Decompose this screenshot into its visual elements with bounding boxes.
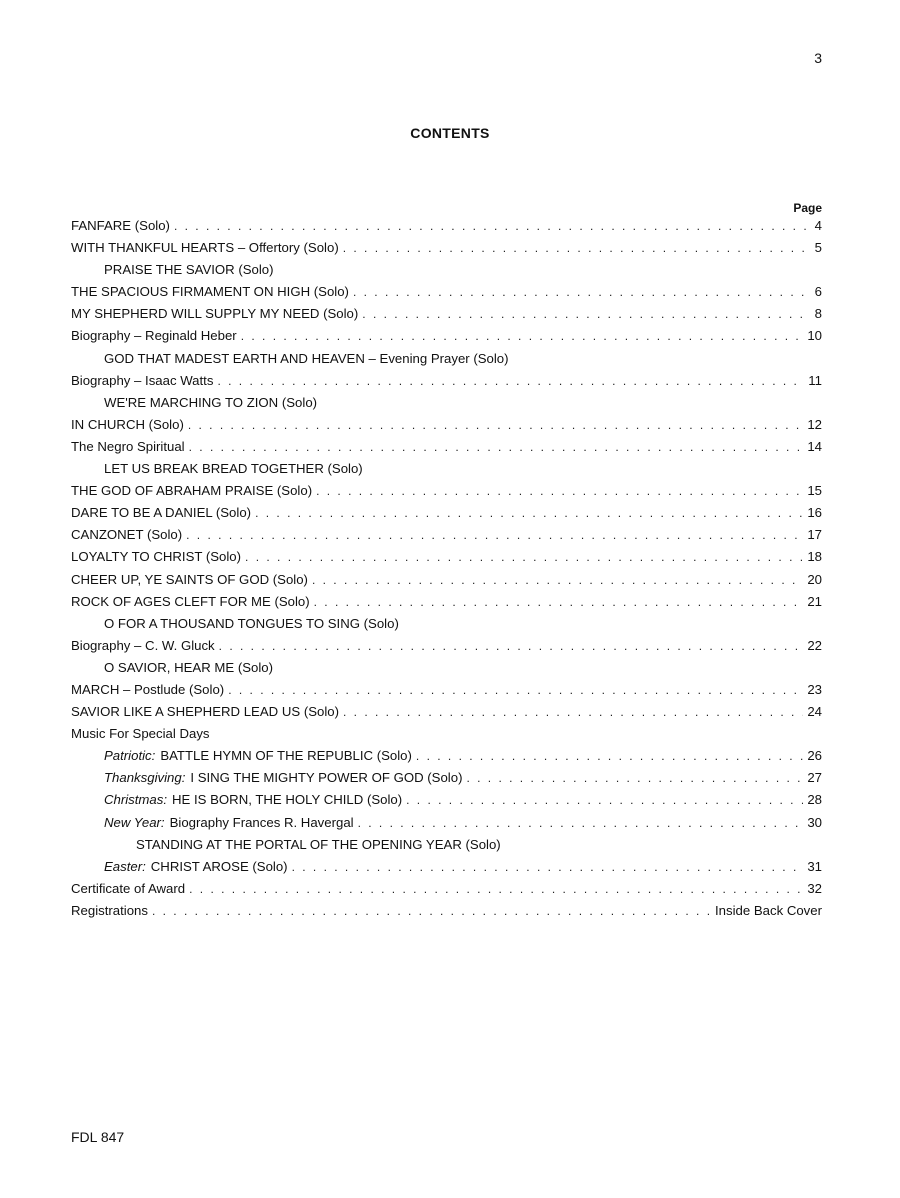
dot-leader [312, 573, 803, 587]
toc-entry [71, 748, 822, 770]
toc-entry [71, 704, 822, 726]
toc-entry-page: 16 [807, 505, 822, 521]
toc-entry [71, 616, 822, 638]
toc-entry [71, 792, 822, 814]
toc-entry [71, 837, 822, 859]
toc-entry-label: Biography Frances R. Havergal [169, 814, 354, 830]
dot-leader [343, 705, 803, 719]
toc-entry-page: 5 [814, 240, 822, 256]
toc-entry-page: 31 [807, 858, 822, 874]
toc-entry-title [104, 815, 354, 830]
toc-entry-title [104, 395, 317, 410]
toc-entry [71, 660, 822, 682]
toc-entry-title [71, 594, 310, 609]
toc-entry-label: MY SHEPHERD WILL SUPPLY MY NEED (Solo) [71, 306, 359, 322]
toc-entry-page: 23 [807, 681, 822, 697]
dot-leader [416, 749, 803, 763]
toc-entry-title [71, 527, 182, 542]
dot-leader [189, 440, 804, 454]
toc-entry-page: 18 [807, 549, 822, 565]
toc-entry-label: The Negro Spiritual [71, 438, 185, 454]
toc-entry-page: 8 [814, 306, 822, 322]
toc-entry-page: 6 [814, 284, 822, 300]
dot-leader [353, 285, 806, 299]
toc-entry [71, 306, 822, 328]
toc-entry [71, 218, 822, 240]
toc-entry-category: Easter: [104, 858, 146, 874]
toc-entry [71, 483, 822, 505]
toc-entry-title [104, 859, 288, 874]
toc-entry [71, 439, 822, 461]
toc-entry-title [71, 328, 237, 343]
toc-entry-title [71, 218, 170, 233]
toc-entry-title [104, 660, 273, 675]
dot-leader [241, 329, 804, 343]
toc-entry [71, 859, 822, 881]
dot-leader [217, 374, 804, 388]
toc-entry-title [136, 837, 501, 852]
toc-entry [71, 572, 822, 594]
toc-entry-title [71, 881, 185, 896]
toc-entry-page: 22 [807, 637, 822, 653]
page-column-heading: Page [793, 201, 822, 215]
toc-entry-page: 32 [807, 880, 822, 896]
toc-entry-label: HE IS BORN, THE HOLY CHILD (Solo) [172, 792, 403, 808]
toc-entry-title [71, 572, 308, 587]
toc-entry [71, 284, 822, 306]
toc-entry-page: 15 [807, 483, 822, 499]
toc-entry-label: STANDING AT THE PORTAL OF THE OPENING YEAR (Solo) [136, 836, 501, 852]
toc-entry-page: 17 [807, 527, 822, 543]
toc-entry-category: Thanksgiving: [104, 770, 186, 786]
dot-leader [152, 904, 711, 918]
dot-leader [292, 860, 804, 874]
dot-leader [186, 528, 803, 542]
toc-entry-title [71, 726, 210, 741]
toc-entry-label: DARE TO BE A DANIEL (Solo) [71, 505, 252, 521]
toc-entry-title [104, 770, 462, 785]
toc-entry-label: GOD THAT MADEST EARTH AND HEAVEN – Evening Prayer (Solo) [104, 350, 509, 366]
toc-entry-label: CANZONET (Solo) [71, 527, 183, 543]
toc-entry-page: 12 [807, 416, 822, 432]
toc-entry [71, 527, 822, 549]
toc-entry-label: BATTLE HYMN OF THE REPUBLIC (Solo) [160, 748, 412, 764]
toc-entry-page: 20 [807, 571, 822, 587]
toc-entry [71, 682, 822, 704]
toc-entry-label: ROCK OF AGES CLEFT FOR ME (Solo) [71, 593, 310, 609]
toc-entry [71, 881, 822, 903]
toc-entry [71, 594, 822, 616]
toc-entry-page: 30 [807, 814, 822, 830]
toc-entry [71, 815, 822, 837]
toc-entry-label: WITH THANKFUL HEARTS – Offertory (Solo) [71, 240, 339, 256]
toc-entry-page: 26 [807, 748, 822, 764]
toc-entry-title [71, 505, 251, 520]
toc-entry [71, 395, 822, 417]
toc-entry [71, 549, 822, 571]
toc-entry-title [71, 638, 215, 653]
toc-entry-page: 11 [808, 372, 822, 388]
toc-entry-page: 27 [807, 770, 822, 786]
toc-entry-label: CHRIST AROSE (Solo) [150, 858, 288, 874]
toc-entry-label: CHEER UP, YE SAINTS OF GOD (Solo) [71, 571, 308, 587]
toc-entry [71, 461, 822, 483]
dot-leader [245, 550, 803, 564]
toc-entry-title [71, 704, 339, 719]
dot-leader [316, 484, 803, 498]
dot-leader [174, 219, 806, 233]
toc-entry-title [71, 903, 148, 918]
toc-entry-title [71, 284, 349, 299]
toc-entry [71, 262, 822, 284]
toc-entry-page: 24 [807, 704, 822, 720]
toc-entry [71, 328, 822, 350]
dot-leader [314, 595, 804, 609]
toc-entry-label: THE SPACIOUS FIRMAMENT ON HIGH (Solo) [71, 284, 349, 300]
toc-entry-label: LOYALTY TO CHRIST (Solo) [71, 549, 242, 565]
toc-entry-category: New Year: [104, 814, 165, 830]
toc-entry-title [104, 792, 402, 807]
toc-entry-page: 28 [807, 792, 822, 808]
toc-entry-label: Biography – Reginald Heber [71, 328, 237, 344]
toc-entry [71, 351, 822, 373]
toc-entry-title [71, 682, 224, 697]
dot-leader [255, 506, 803, 520]
toc-entry [71, 726, 822, 748]
toc-entry-page: 21 [807, 593, 822, 609]
toc-entry-title [104, 461, 363, 476]
dot-leader [466, 771, 803, 785]
toc-entry-label: LET US BREAK BREAD TOGETHER (Solo) [104, 461, 363, 477]
toc-entry-title [71, 306, 358, 321]
toc-entry-label: Certificate of Award [71, 880, 186, 896]
dot-leader [228, 683, 803, 697]
toc-entry-label: Registrations [71, 902, 148, 918]
toc-entry-title [104, 748, 412, 763]
dot-leader [189, 882, 803, 896]
toc-entry [71, 638, 822, 660]
toc-entry-title [71, 439, 185, 454]
toc-entry-label: SAVIOR LIKE A SHEPHERD LEAD US (Solo) [71, 704, 339, 720]
dot-leader [406, 793, 803, 807]
toc-entry-label: Biography – Isaac Watts [71, 372, 214, 388]
toc-entry [71, 373, 822, 395]
toc-entry [71, 903, 822, 925]
toc-entry-page: Inside Back Cover [714, 902, 822, 918]
toc-entry-title [71, 373, 213, 388]
toc-entry [71, 417, 822, 439]
toc-entry-title [104, 262, 274, 277]
toc-entry [71, 505, 822, 527]
dot-leader [219, 639, 804, 653]
catalog-number: FDL 847 [71, 1129, 125, 1145]
toc-entry [71, 240, 822, 262]
toc-entry-title [104, 616, 399, 631]
toc-entry-title [71, 240, 339, 255]
toc-entry-title [71, 549, 241, 564]
toc-entry-label: MARCH – Postlude (Solo) [71, 681, 225, 697]
toc-entry-label: O SAVIOR, HEAR ME (Solo) [104, 659, 274, 675]
toc-entry-category: Patriotic: [104, 748, 156, 764]
toc-entry [71, 770, 822, 792]
toc-entry-category: Christmas: [104, 792, 168, 808]
toc-entry-label: Biography – C. W. Gluck [71, 637, 215, 653]
table-of-contents [71, 218, 822, 925]
dot-leader [362, 307, 806, 321]
toc-entry-page: 4 [814, 218, 822, 233]
toc-entry-label: FANFARE (Solo) [71, 218, 170, 233]
toc-entry-page: 10 [807, 328, 822, 344]
page-title: CONTENTS [410, 125, 490, 141]
toc-entry-title [71, 483, 312, 498]
toc-entry-title [104, 351, 509, 366]
dot-leader [358, 816, 804, 830]
dot-leader [188, 418, 803, 432]
toc-entry-label: Music For Special Days [71, 726, 210, 742]
toc-entry-page: 14 [807, 438, 822, 454]
toc-entry-title [71, 417, 184, 432]
toc-entry-label: THE GOD OF ABRAHAM PRAISE (Solo) [71, 483, 313, 499]
toc-entry-label: I SING THE MIGHTY POWER OF GOD (Solo) [190, 770, 463, 786]
dot-leader [343, 241, 806, 255]
toc-entry-label: PRAISE THE SAVIOR (Solo) [104, 262, 274, 278]
toc-entry-label: WE'RE MARCHING TO ZION (Solo) [104, 394, 318, 410]
page-number: 3 [814, 50, 822, 66]
toc-entry-label: O FOR A THOUSAND TONGUES TO SING (Solo) [104, 615, 399, 631]
toc-entry-label: IN CHURCH (Solo) [71, 416, 184, 432]
